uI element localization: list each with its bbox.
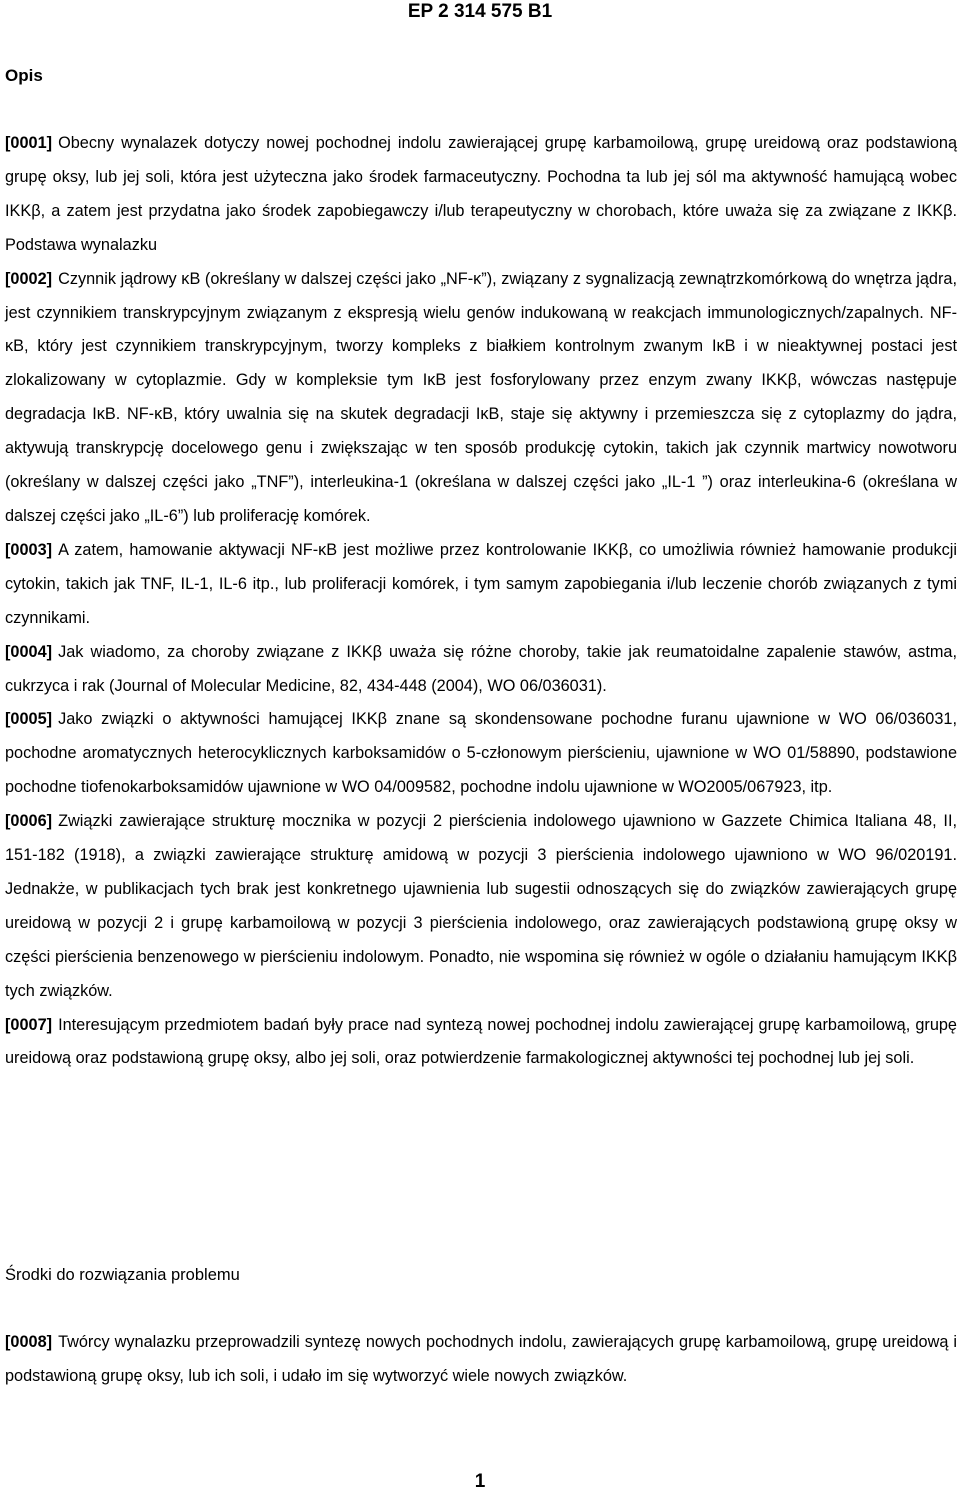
paragraph-text: Jako związki o aktywności hamującej IKKβ znane są skondensowane pochodne furanu ujawnione w WO 06/036031, pochodne aromatycznych heterocyklicznych karboksamidów o 5-członowym pierścieniu, ujawnione w WO 01/58890, podstawione pochodne tiofenokarboksamidów ujawnione w WO 04/009582, pochodne indolu ujawnione w WO2005/067923, itp.: [5, 710, 957, 797]
paragraph-text: Czynnik jądrowy κB (określany w dalszej części jako „NF-κ”), związany z sygnalizacją zewnątrzkomórkową do wnętrza jądra, jest czynnikiem transkrypcyjnym związanym z ekspresją wielu genów indukowaną w reakcjach immunologicznych/zapalnych. NF-κB, który jest czynnikiem transkrypcyjnym, tworzy kompleks z białkiem kontrolnym zwanym IκB i w nieaktywnej postaci jest zlokalizowany w cytoplazmie. Gdy w kompleksie tym IκB jest fosforylowany przez enzym zwany IKKβ, wówczas następuje degradacja IκB. NF-κB, który uwalnia się na skutek degradacji IκB, staje się aktywny i przemieszcza się z cytoplazmy do jądra, aktywują transkrypcję docelowego genu i zwiększając w ten sposób produkcję cytokin, takich jak czynnik martwicy nowotworu (określany w dalszej części jako „TNF”), interleukina-1 (określana w dalszej części jako „IL-1 ”) oraz interleukina-6 (określana w dalszej części jako „IL-6”) lub proliferację komórek.: [5, 269, 957, 525]
paragraph-0006: [5, 805, 957, 1008]
paragraph-0004: [5, 636, 957, 704]
section-heading-opis: Opis: [5, 66, 43, 85]
paragraph-number: [0002]: [5, 269, 53, 288]
paragraph-number: [0001]: [5, 134, 53, 152]
page-number: 1: [474, 1471, 486, 1492]
paragraph-text: Obecny wynalazek dotyczy nowej pochodnej indolu zawierającej grupę karbamoilową, grupę ureidową oraz podstawioną grupę oksy, lub jej soli, która jest użyteczna jako środek farmaceutyczny. Pochodna ta lub jej sól ma aktywność hamującą wobec IKKβ, a zatem jest przydatna jako środek zapobiegawczy i/lub terapeutyczny w chorobach, które uważa się za związane z IKKβ. Podstawa wynalazku: [5, 134, 957, 254]
paragraph-number: [0006]: [5, 812, 53, 831]
paragraph-0008: [5, 1326, 957, 1394]
paragraph-number: [0003]: [5, 540, 53, 559]
paragraph-0002: [5, 263, 957, 534]
paragraph-number: [0008]: [5, 1333, 53, 1351]
paragraph-text: Interesującym przedmiotem badań były prace nad syntezą nowej pochodnej indolu zawierającej grupę karbamoilową, grupę ureidową oraz podstawioną grupę oksy, albo jej soli, oraz potwierdzenie farmakologicznej aktywności tej pochodnej lub jej soli.: [5, 1015, 957, 1068]
paragraph-0007: [5, 1009, 957, 1077]
paragraph-number: [0007]: [5, 1015, 53, 1034]
paragraph-text: Związki zawierające strukturę mocznika w pozycji 2 pierścienia indolowego ujawniono w Gazzete Chimica Italiana 48, II, 151-182 (1918), a związki zawierające strukturę amidową w pozycji 3 pierścienia indolowego ujawniono w WO 96/020191. Jednakże, w publikacjach tych brak jest konkretnego ujawnienia lub sugestii odnoszących się do związków zawierających grupę ureidową w pozycji 2 i grupę karbamoilową w pozycji 3 pierścienia indolowego, oraz zawierających podstawioną grupę oksy w części pierścienia benzenowego w pierścieniu indolowym. Ponadto, nie wspomina się również w ogóle o działaniu hamującym IKKβ tych związków.: [5, 812, 957, 1000]
document-header-title: EP 2 314 575 B1: [407, 1, 553, 22]
paragraph-number: [0004]: [5, 642, 53, 661]
paragraph-text: Jak wiadomo, za choroby związane z IKKβ uważa się różne choroby, takie jak reumatoidalne zapalenie stawów, astma, cukrzyca i rak (Journal of Molecular Medicine, 82, 434-448 (2004), WO 06/036031).: [5, 642, 957, 695]
body-text-part1: [5, 127, 957, 1076]
paragraph-number: [0005]: [5, 710, 53, 729]
paragraph-0005: [5, 703, 957, 805]
paragraph-text: Twórcy wynalazku przeprowadzili syntezę nowych pochodnych indolu, zawierających grupę karbamoilową, grupę ureidową i podstawioną grupę oksy, lub ich soli, i udało im się wytworzyć wiele nowych związków.: [5, 1333, 957, 1385]
body-text-part2: [5, 1326, 957, 1394]
paragraph-0001: [5, 127, 957, 263]
paragraph-0003: [5, 534, 957, 636]
subsection-heading-srodki: Środki do rozwiązania problemu: [5, 1266, 240, 1284]
paragraph-text: A zatem, hamowanie aktywacji NF-κB jest możliwe przez kontrolowanie IKKβ, co umożliwia również hamowanie produkcji cytokin, takich jak TNF, IL-1, IL-6 itp., lub proliferacji komórek, i tym samym zapobiegania i/lub leczenie chorób związanych z tymi czynnikami.: [5, 540, 957, 627]
